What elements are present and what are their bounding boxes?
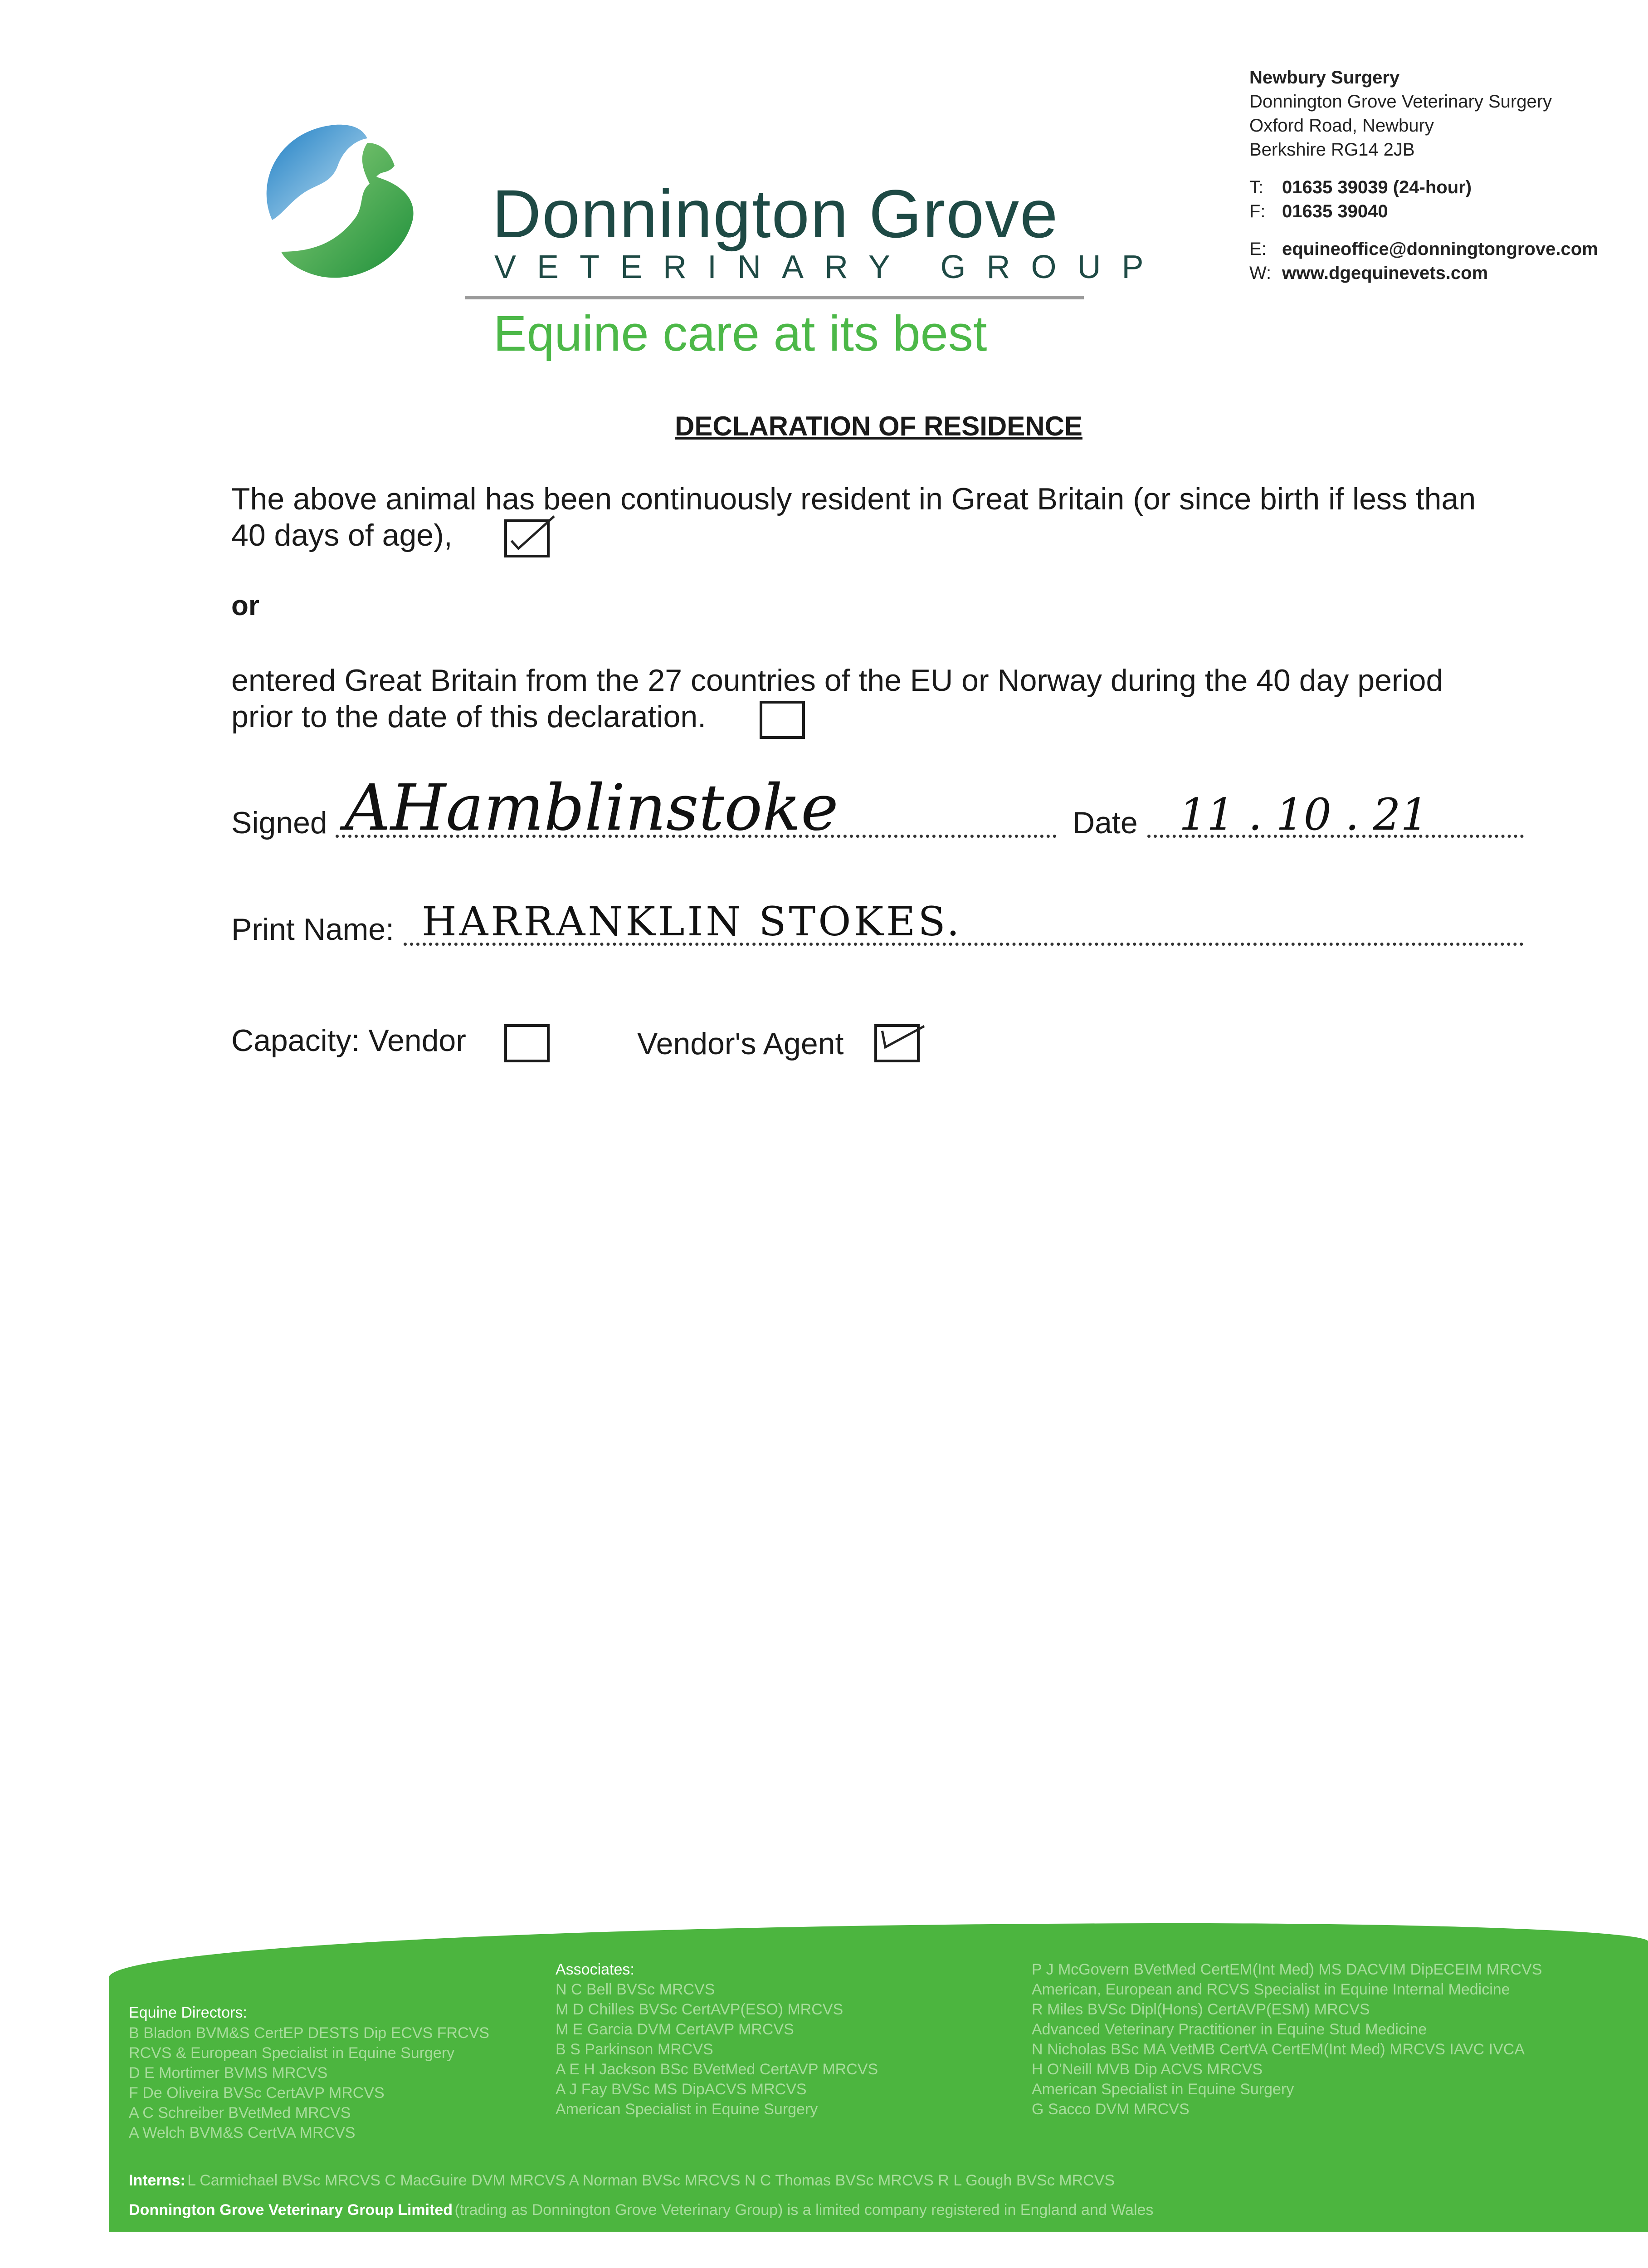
website-url: www.dgequinevets.com [1282,263,1488,283]
entry-statement [231,662,1443,735]
address-block [1249,66,1598,285]
associate-entry: American, European and RCVS Specialist in Equine Internal Medicine [1032,1981,1510,1998]
associate-entry: M E Garcia DVM CertAVP MRCVS [556,2021,794,2038]
check-mark-icon [877,1027,917,1060]
print-name-label: Print Name: [231,912,394,947]
fax-number: 01635 39040 [1282,201,1388,221]
interns-list: L Carmichael BVSc MRCVS C MacGuire DVM MRCVS A Norman BVSc MRCVS N C Thomas BVSc MRCVS R L Gough BVSc MRCVS [187,2172,1115,2189]
date-label: Date [1073,806,1138,840]
print-name-value: HARRANKLIN STOKES. [422,898,962,945]
signed-label: Signed [231,806,327,840]
footer-band [109,1923,1648,2232]
brand-name: Donnington Grove [492,176,1059,252]
statement-line: 40 days of age), [231,518,453,552]
signature: AHamblinstoke [345,771,839,845]
associates-list [556,1980,878,2119]
associate-entry: N C Bell BVSc MRCVS [556,1981,715,1998]
address-line: Donnington Grove Veterinary Surgery [1249,92,1552,112]
address-line: Berkshire RG14 2JB [1249,140,1415,160]
director-entry: F De Oliveira BVSc CertAVP MRCVS [129,2084,385,2102]
tagline: Equine care at its best [493,306,987,362]
fax-label: F: [1249,201,1266,221]
statement-line: prior to the date of this declaration. [231,699,707,734]
statement-line: entered Great Britain from the 27 countries of the EU or Norway during the 40 day period [231,663,1443,698]
director-entry: RCVS & European Specialist in Equine Surgery [129,2044,455,2062]
associate-entry: M D Chilles BVSc CertAVP(ESO) MRCVS [556,2001,844,2018]
directors-list [129,2023,489,2143]
telephone-number: 01635 39039 (24-hour) [1282,177,1472,197]
associates-list-2 [1032,1960,1542,2119]
vendors-agent-checkbox[interactable] [874,1024,920,1062]
associate-entry: A J Fay BVSc MS DipACVS MRCVS [556,2081,807,2098]
director-entry: D E Mortimer BVMS MRCVS [129,2064,328,2082]
associate-entry: American Specialist in Equine Surgery [556,2101,818,2118]
associates-heading: Associates: [556,1961,634,1978]
brand-divider [465,296,1084,299]
directors-heading: Equine Directors: [129,2004,247,2021]
vendor-checkbox[interactable] [504,1024,550,1062]
document-title: DECLARATION OF RESIDENCE [675,411,1082,441]
director-entry: A Welch BVM&S CertVA MRCVS [129,2124,356,2141]
statement-line: The above animal has been continuously resident in Great Britain (or since birth if less than [231,482,1476,516]
residence-statement [231,481,1476,553]
company-registration: (trading as Donnington Grove Veterinary Group) is a limited company registered in England and Wales [454,2201,1154,2219]
director-entry: B Bladon BVM&S CertEP DESTS Dip ECVS FRCVS [129,2024,489,2042]
website-row [1249,261,1598,285]
interns-heading: Interns: [129,2172,185,2189]
date-value: 11 . 10 . 21 [1179,789,1429,840]
associate-entry: B S Parkinson MRCVS [556,2041,713,2058]
associate-entry: N Nicholas BSc MA VetMB CertVA CertEM(Int Med) MRCVS IAVC IVCA [1032,2041,1525,2058]
director-entry: A C Schreiber BVetMed MRCVS [129,2104,351,2121]
capacity-vendor-label: Capacity: Vendor [231,1023,466,1058]
email-label: E: [1249,239,1267,259]
resident-checkbox[interactable] [504,519,550,557]
horse-logo-icon [245,116,426,288]
surgery-name: Newbury Surgery [1249,68,1400,88]
associate-entry: A E H Jackson BSc BVetMed CertAVP MRCVS [556,2061,878,2078]
email-address: equineoffice@donningtongrove.com [1282,239,1598,259]
associate-entry: H O'Neill MVB Dip ACVS MRCVS [1032,2061,1263,2078]
associate-entry: R Miles BVSc Dipl(Hons) CertAVP(ESM) MRCVS [1032,2001,1370,2018]
or-separator: or [231,590,259,621]
company-name: Donnington Grove Veterinary Group Limited [129,2201,453,2219]
associate-entry: G Sacco DVM MRCVS [1032,2101,1190,2118]
associate-entry: P J McGovern BVetMed CertEM(Int Med) MS DACVIM DipECEIM MRCVS [1032,1961,1542,1978]
entered-checkbox[interactable] [760,701,805,739]
company-row [129,2200,1153,2220]
email-row [1249,237,1598,261]
brand-subtitle: VETERINARY GROUP [494,249,1165,285]
website-label: W: [1249,263,1272,283]
interns-row [129,2170,1115,2190]
telephone-label: T: [1249,177,1264,197]
associate-entry: Advanced Veterinary Practitioner in Equine Stud Medicine [1032,2021,1427,2038]
vendors-agent-label: Vendor's Agent [637,1026,844,1061]
associate-entry: American Specialist in Equine Surgery [1032,2081,1294,2098]
check-mark-icon [507,522,547,555]
telephone-row [1249,176,1598,200]
fax-row [1249,200,1598,224]
address-line: Oxford Road, Newbury [1249,116,1434,136]
